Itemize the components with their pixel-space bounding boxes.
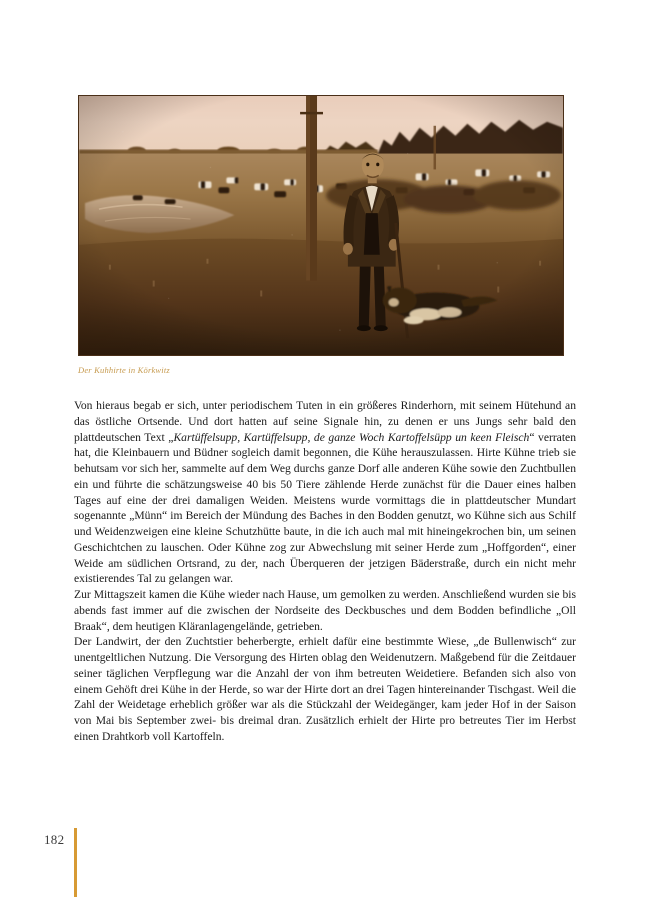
text-run: Zur Mittagszeit kamen die Kühe wieder nach Hause, um gemolken zu werden. Anschließend wurden sie bis abends fast immer auf die zwischen der Nordseite des Deckbusches und dem Bodden befindliche „Oll Braak“, dem heutigen Kläranlagengelände, getrieben. — [74, 588, 576, 633]
figure-block — [78, 95, 564, 375]
text-run: Der Landwirt, der den Zuchtstier beherbergte, erhielt dafür eine bestimmte Wiese, „de Bullenwisch“ zur unentgeltlichen Nutzung. Die Versorgung des Hirten oblag den Weidenutzern. Maßgebend für die Zeitdauer seiner täglichen Verpflegung war die Anzahl der von ihm betreuten Weidetiere. Befanden sich also von einem Gehöft drei Kühe in der Herde, so war der Hirte dort an drei Tagen hintereinander Tischgast. Weil die Zahl der Weidetage erheblich größer war als die Stückzahl der Weidegänger, kam jeder Hof in der Saison von Mai bis September zwei- bis dreimal dran. Zusätzlich erhielt der Hirte pro betreutes Tier im Herbst einen Drahtkorb voll Kartoffeln. — [74, 635, 576, 743]
photograph — [78, 95, 564, 356]
body-text — [74, 398, 576, 745]
photograph-scene — [79, 96, 563, 355]
page-number: 182 — [44, 832, 65, 847]
text-run: Kartüffelsupp, Kartüffelsupp, de ganze Woch Kartoffelsüpp un keen Fleisch — [173, 430, 530, 444]
footer-accent-rule — [74, 828, 77, 897]
paragraph — [74, 398, 576, 587]
text-run: “ verraten hat, die Kleinbauern und Büdner sogleich damit begonnen, die Kühe herauszulassen. Hirte Kühne trieb sie behutsam vor sich her, sammelte auf dem Weg durchs ganze Dorf alle anderen Kühe sowie den Zuchtbullen ein und führte die schätzungsweise 40 bis 50 Tiere zählende Herde zunächst für die Dauer eines halben Tages auf eine der drei damaligen Weiden. Meistens wurde vormittags die in plattdeutscher Mundart sogenannte „Münn“ im Bereich der Mündung des Baches in den Bodden genutzt, wo Kühne sich aus Schilf und Weidenzweigen eine kleine Schutzhütte baute, in die ich auch mal mit hineingekrochen bin, um seinen Geschichtchen zu lauschen. Oder Kühne zog zur Abwechslung mit seiner Herde zum „Hoffgorden“, einer Weide am südlichen Ortsrand, zu der, nach Überqueren der jetzigen Bäderstraße, durch ein nicht mehr existierendes Tal zu gelangen war. — [74, 430, 576, 586]
paragraph — [74, 587, 576, 634]
figure-caption: Der Kuhhirte in Körkwitz — [78, 365, 170, 375]
text-run: Von hieraus begab er sich, unter periodischem Tuten in ein größeres Rinderhorn, mit seinem Hütehund an das östliche Ortsende. Und dort hatten auf seine Signale hin, zu denen er uns Jungs sehr bald den plattdeutschen Text „ — [74, 399, 576, 444]
paragraph — [74, 634, 576, 744]
